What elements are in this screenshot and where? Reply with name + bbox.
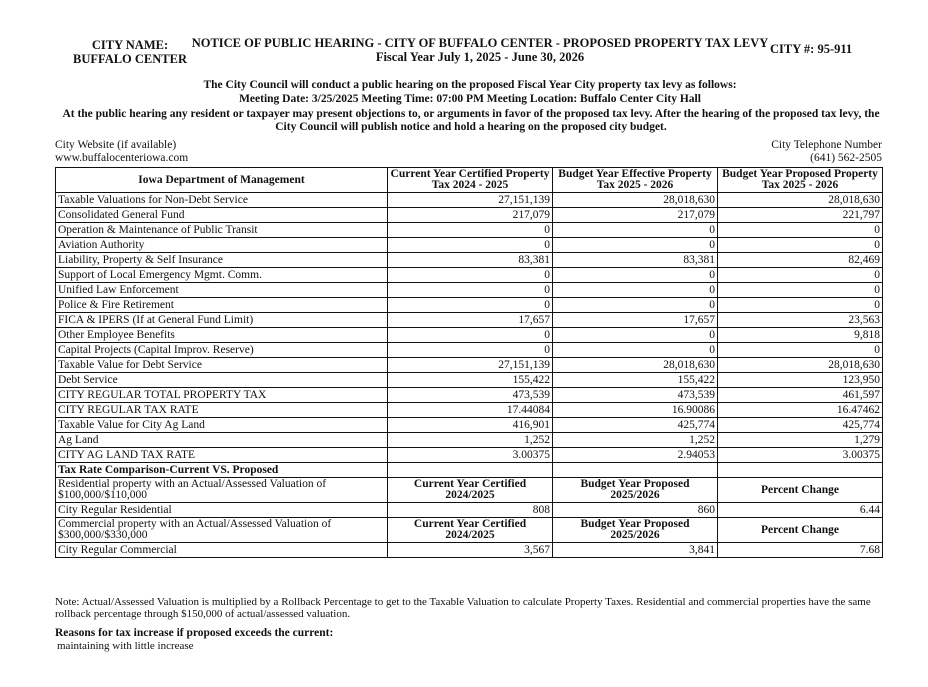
effective-value: 16.90086	[553, 403, 718, 418]
website-label: City Website (if available)	[55, 139, 177, 151]
proposed-value: 82,469	[718, 253, 883, 268]
effective-value: 0	[553, 268, 718, 283]
effective-value: 0	[553, 283, 718, 298]
current-value: 27,151,139	[388, 358, 553, 373]
current-value: 155,422	[388, 373, 553, 388]
row-label: Taxable Value for City Ag Land	[56, 418, 388, 433]
hearing-notice-text: At the public hearing any resident or taxpayer may present objections to, or arguments in favor of the proposed tax levy. After the hearing of the proposed tax levy, the City Council will publish notice and hold a hearing on the proposed city budget.	[62, 108, 880, 133]
commercial-label: Commercial property with an Actual/Assessed Valuation of $300,000/$330,000	[56, 518, 388, 543]
proposed-value: 425,774	[718, 418, 883, 433]
current-value: 1,252	[388, 433, 553, 448]
residential-row-label: City Regular Residential	[56, 503, 388, 518]
effective-value: 0	[553, 328, 718, 343]
city-name-label: CITY NAME:	[91, 38, 169, 52]
notice-title: NOTICE OF PUBLIC HEARING - CITY OF BUFFALO CENTER - PROPOSED PROPERTY TAX LEVY	[191, 36, 769, 50]
commercial-col-proposed: Budget Year Proposed 2025/2026	[553, 518, 718, 543]
table-row	[56, 328, 883, 343]
hearing-intro	[50, 78, 890, 106]
commercial-col-current: Current Year Certified 2024/2025	[388, 518, 553, 543]
row-label: Operation & Maintenance of Public Transit	[56, 223, 388, 238]
table-row	[56, 193, 883, 208]
commercial-row	[56, 543, 883, 558]
table-row	[56, 298, 883, 313]
table-row	[56, 268, 883, 283]
current-value: 0	[388, 268, 553, 283]
proposed-value: 0	[718, 238, 883, 253]
row-label: Taxable Valuations for Non-Debt Service	[56, 193, 388, 208]
property-tax-table	[55, 167, 883, 558]
commercial-header-row	[56, 518, 883, 543]
current-value: 3.00375	[388, 448, 553, 463]
proposed-value: 0	[718, 223, 883, 238]
row-label: Unified Law Enforcement	[56, 283, 388, 298]
effective-value: 0	[553, 343, 718, 358]
effective-value: 2.94053	[553, 448, 718, 463]
website-block	[55, 139, 188, 165]
residential-header-row	[56, 478, 883, 503]
row-label: Aviation Authority	[56, 238, 388, 253]
current-value: 0	[388, 328, 553, 343]
row-label: Support of Local Emergency Mgmt. Comm.	[56, 268, 388, 283]
current-value: 416,901	[388, 418, 553, 433]
residential-proposed: 860	[553, 503, 718, 518]
current-value: 17.44084	[388, 403, 553, 418]
meeting-details: Meeting Date: 3/25/2025 Meeting Time: 07:00 PM Meeting Location: Buffalo Center City Hall	[239, 93, 701, 105]
current-value: 0	[388, 223, 553, 238]
row-label: Other Employee Benefits	[56, 328, 388, 343]
row-label: Liability, Property & Self Insurance	[56, 253, 388, 268]
effective-value: 0	[553, 298, 718, 313]
residential-col-change: Percent Change	[718, 478, 883, 503]
residential-change: 6.44	[718, 503, 883, 518]
comparison-section	[56, 463, 883, 558]
table-row	[56, 208, 883, 223]
table-row	[56, 283, 883, 298]
effective-value: 0	[553, 223, 718, 238]
proposed-value: 23,563	[718, 313, 883, 328]
effective-value: 155,422	[553, 373, 718, 388]
residential-col-proposed: Budget Year Proposed 2025/2026	[553, 478, 718, 503]
rollback-note: Note: Actual/Assessed Valuation is multiplied by a Rollback Percentage to get to the Taxable Valuation to calculate Property Taxes. Residential and commercial properties have the same rollback percentage through $150,000 of actual/assessed valuation.	[55, 596, 871, 620]
effective-value: 425,774	[553, 418, 718, 433]
comparison-title-row	[56, 463, 883, 478]
notice-title-block	[190, 36, 770, 64]
commercial-current: 3,567	[388, 543, 553, 558]
residential-label: Residential property with an Actual/Assessed Valuation of $100,000/$110,000	[56, 478, 388, 503]
row-label: CITY REGULAR TAX RATE	[56, 403, 388, 418]
commercial-change: 7.68	[718, 543, 883, 558]
current-value: 83,381	[388, 253, 553, 268]
fiscal-year: Fiscal Year July 1, 2025 - June 30, 2026	[375, 50, 585, 64]
row-label: CITY AG LAND TAX RATE	[56, 448, 388, 463]
current-value: 0	[388, 343, 553, 358]
phone-label: City Telephone Number	[771, 139, 882, 151]
current-value: 0	[388, 283, 553, 298]
current-value: 17,657	[388, 313, 553, 328]
header-budget-effective: Budget Year Effective Property Tax 2025 - 2026	[553, 168, 718, 193]
table-header-row	[56, 168, 883, 193]
table-row	[56, 403, 883, 418]
current-value: 0	[388, 238, 553, 253]
proposed-value: 1,279	[718, 433, 883, 448]
commercial-row-label: City Regular Commercial	[56, 543, 388, 558]
current-value: 217,079	[388, 208, 553, 223]
proposed-value: 0	[718, 283, 883, 298]
table-row	[56, 448, 883, 463]
proposed-value: 28,018,630	[718, 193, 883, 208]
row-label: Capital Projects (Capital Improv. Reserve)	[56, 343, 388, 358]
proposed-value: 123,950	[718, 373, 883, 388]
residential-col-current: Current Year Certified 2024/2025	[388, 478, 553, 503]
city-name: BUFFALO CENTER	[72, 52, 187, 66]
table-row	[56, 358, 883, 373]
row-label: Ag Land	[56, 433, 388, 448]
residential-row	[56, 503, 883, 518]
city-number: CITY #: 95-911	[770, 42, 853, 56]
table-row	[56, 418, 883, 433]
empty-cell	[388, 463, 553, 478]
proposed-value: 0	[718, 268, 883, 283]
proposed-value: 0	[718, 343, 883, 358]
table-row	[56, 313, 883, 328]
effective-value: 473,539	[553, 388, 718, 403]
reasons-text: maintaining with little increase	[57, 640, 194, 652]
header-department: Iowa Department of Management	[56, 168, 388, 193]
city-name-block	[60, 38, 200, 66]
table-row	[56, 343, 883, 358]
row-label: CITY REGULAR TOTAL PROPERTY TAX	[56, 388, 388, 403]
proposed-value: 0	[718, 298, 883, 313]
table-row	[56, 238, 883, 253]
reasons-title: Reasons for tax increase if proposed exceeds the current:	[55, 627, 334, 639]
row-label: Taxable Value for Debt Service	[56, 358, 388, 373]
proposed-value: 16.47462	[718, 403, 883, 418]
empty-cell	[718, 463, 883, 478]
table-row	[56, 223, 883, 238]
table-row	[56, 388, 883, 403]
phone-number: (641) 562-2505	[810, 152, 882, 164]
proposed-value: 28,018,630	[718, 358, 883, 373]
effective-value: 217,079	[553, 208, 718, 223]
proposed-value: 3.00375	[718, 448, 883, 463]
row-label: FICA & IPERS (If at General Fund Limit)	[56, 313, 388, 328]
row-label: Debt Service	[56, 373, 388, 388]
empty-cell	[553, 463, 718, 478]
proposed-value: 9,818	[718, 328, 883, 343]
commercial-col-change: Percent Change	[718, 518, 883, 543]
proposed-value: 221,797	[718, 208, 883, 223]
residential-current: 808	[388, 503, 553, 518]
row-label: Police & Fire Retirement	[56, 298, 388, 313]
row-label: Consolidated General Fund	[56, 208, 388, 223]
comparison-title: Tax Rate Comparison-Current VS. Proposed	[56, 463, 388, 478]
current-value: 473,539	[388, 388, 553, 403]
effective-value: 83,381	[553, 253, 718, 268]
table-row	[56, 373, 883, 388]
effective-value: 0	[553, 238, 718, 253]
proposed-value: 461,597	[718, 388, 883, 403]
table-row	[56, 253, 883, 268]
header-current-certified: Current Year Certified Property Tax 2024 - 2025	[388, 168, 553, 193]
tax-rows	[56, 193, 883, 463]
table-row	[56, 433, 883, 448]
current-value: 27,151,139	[388, 193, 553, 208]
effective-value: 28,018,630	[553, 193, 718, 208]
phone-block	[771, 139, 882, 165]
commercial-proposed: 3,841	[553, 543, 718, 558]
current-value: 0	[388, 298, 553, 313]
effective-value: 1,252	[553, 433, 718, 448]
website-link[interactable]: www.buffalocenteriowa.com	[55, 152, 189, 164]
effective-value: 17,657	[553, 313, 718, 328]
intro-line-1: The City Council will conduct a public hearing on the proposed Fiscal Year City property tax levy as follows:	[203, 79, 737, 91]
header-budget-proposed: Budget Year Proposed Property Tax 2025 - 2026	[718, 168, 883, 193]
effective-value: 28,018,630	[553, 358, 718, 373]
